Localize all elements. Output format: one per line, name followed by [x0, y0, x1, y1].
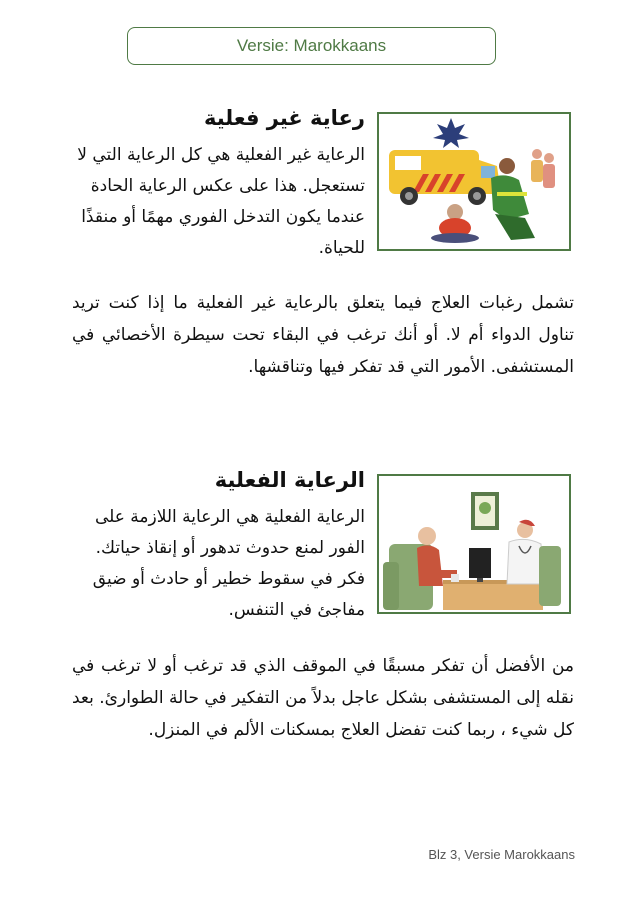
section-title-acute-care: الرعاية الفعلية [214, 468, 365, 492]
page-footer: Blz 3, Versie Marokkaans [428, 847, 575, 862]
version-label: Versie: Marokkaans [127, 27, 496, 65]
section-paragraph-non-acute-intro: الرعاية غير الفعلية هي كل الرعاية التي لا تستعجل. هذا على عكس الرعاية الحادة عندما يكون التدخل الفوري مهمًا أو منقذًا للحياة. [77, 145, 365, 258]
section-paragraph-acute-intro: الرعاية الفعلية هي الرعاية اللازمة على الفور لمنع حدوث تدهور أو إنقاذ حياتك. فكر في سقوط خطير أو حادث أو ضيق مفاجئ في التنفس. [92, 507, 365, 620]
section-paragraph-acute-detail: من الأفضل أن تفكر مسبقًا في الموقف الذي قد ترغب أو لا ترغب في نقله إلى المستشفى بشكل عاجل بدلاً من التفكير في حالة الطوارئ. بعد كل شيء ، ربما كنت تفضل العلاج بمسكنات الألم في المنزل. [72, 656, 574, 740]
doctor-consultation-illustration [377, 474, 571, 614]
ambulance-icon [379, 114, 569, 249]
ambulance-scene-illustration [377, 112, 571, 251]
doctor-icon [379, 476, 569, 612]
section-paragraph-non-acute-detail: تشمل رغبات العلاج فيما يتعلق بالرعاية غير الفعلية ما إذا كنت تريد تناول الدواء أم لا. أو أنك ترغب في البقاء تحت سيطرة الأخصائي في المستشفى. الأمور التي قد تفكر فيها وتناقشها. [72, 293, 574, 377]
section-title-non-acute-care: رعاية غير فعلية [203, 106, 365, 130]
